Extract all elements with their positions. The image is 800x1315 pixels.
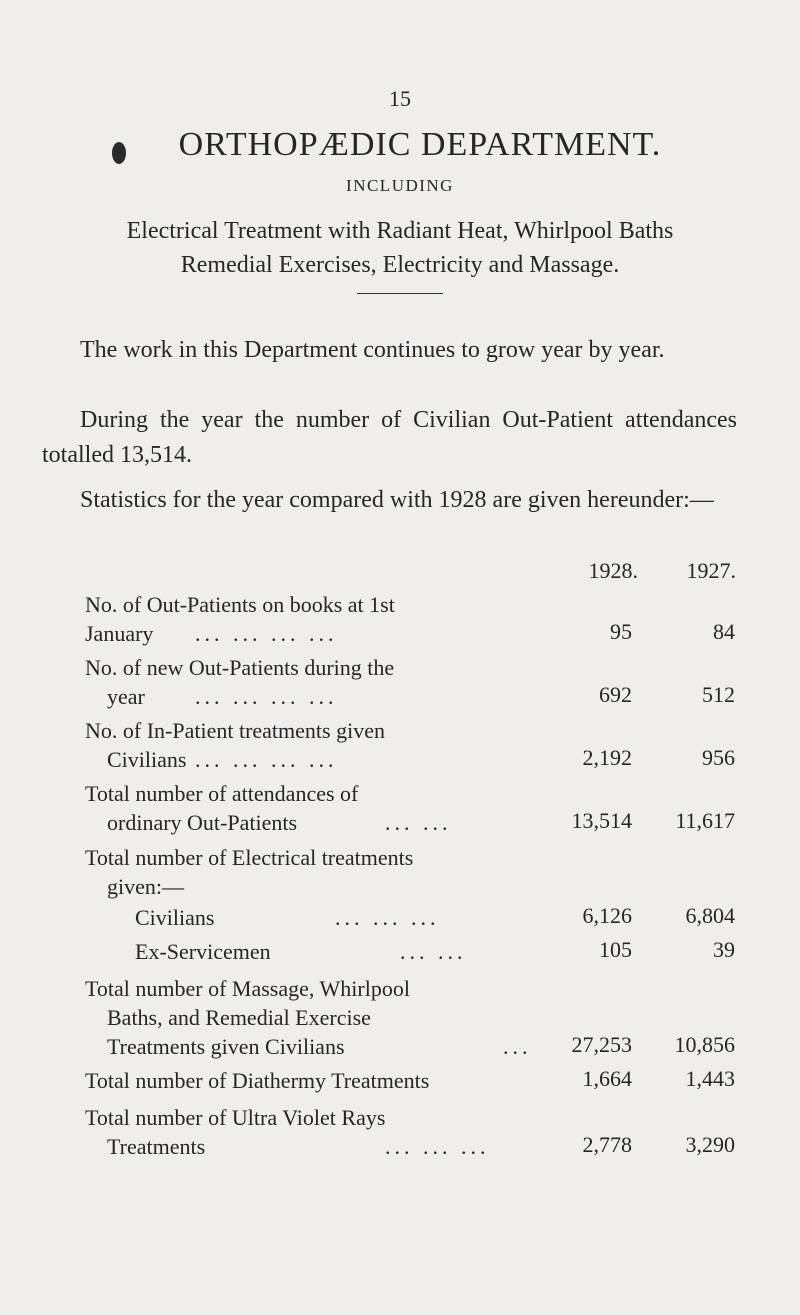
leader-dots: ... ... ... ... <box>195 684 338 709</box>
value-1927: 39 <box>713 937 735 962</box>
row-label: Total number of attendances of <box>85 781 359 806</box>
value-1927: 11,617 <box>675 808 735 833</box>
page-number: 15 <box>389 86 411 111</box>
column-header-1927: 1927. <box>686 558 736 583</box>
subtitle: INCLUDING <box>346 176 454 195</box>
leader-dots: ... <box>503 1034 532 1059</box>
value-1928: 2,192 <box>582 745 632 770</box>
value-1928: 692 <box>599 682 632 707</box>
row-label-cont: given:— <box>107 874 184 899</box>
value-1928: 27,253 <box>571 1032 632 1057</box>
paragraph-attendances: During the year the number of Civilian Out-Patient attendances totalled 13,514. <box>42 407 737 468</box>
row-label: Civilians <box>135 905 215 930</box>
value-1927: 3,290 <box>685 1132 735 1157</box>
row-label: Total number of Electrical treatments <box>85 845 414 870</box>
row-label-cont: Treatments given Civilians <box>107 1034 345 1059</box>
row-label-cont: Treatments <box>107 1134 206 1159</box>
value-1927: 84 <box>713 619 735 644</box>
row-label: No. of In-Patient treatments given <box>85 718 385 743</box>
row-label: Total number of Ultra Violet Rays <box>85 1105 386 1130</box>
value-1928: 95 <box>610 619 632 644</box>
value-1928: 2,778 <box>582 1132 632 1157</box>
row-label: No. of new Out-Patients during the <box>85 655 395 680</box>
value-1927: 6,804 <box>685 903 735 928</box>
row-label-cont: ordinary Out-Patients <box>107 810 298 835</box>
row-label-cont: January <box>85 621 154 646</box>
leader-dots: ... ... ... <box>335 905 440 930</box>
value-1928: 1,664 <box>582 1066 632 1091</box>
value-1928: 105 <box>599 937 632 962</box>
value-1927: 512 <box>702 682 735 707</box>
column-header-1928: 1928. <box>588 558 638 583</box>
paragraph-growth: The work in this Department continues to grow year by year. <box>80 337 665 363</box>
row-label: Total number of Diathermy Treatments <box>85 1068 430 1093</box>
value-1927: 10,856 <box>674 1032 735 1057</box>
paragraph-statistics-intro: Statistics for the year compared with 1928 are given hereunder:— <box>80 487 714 513</box>
value-1928: 13,514 <box>571 808 632 833</box>
leader-dots: ... ... <box>400 939 467 964</box>
row-label: Ex-Servicemen <box>135 939 271 964</box>
leader-dots: ... ... <box>385 810 452 835</box>
row-label-cont: Baths, and Remedial Exercise <box>107 1005 371 1030</box>
row-label-cont: year <box>107 684 145 709</box>
value-1928: 6,126 <box>582 903 632 928</box>
divider <box>357 293 443 294</box>
value-1927: 956 <box>702 745 735 770</box>
page-title: ORTHOPÆDIC DEPARTMENT. <box>178 126 662 163</box>
scope-line-2: Remedial Exercises, Electricity and Massage. <box>180 252 620 278</box>
leader-dots: ... ... ... <box>385 1134 490 1159</box>
row-label: No. of Out-Patients on books at 1st <box>85 592 395 617</box>
scope-description <box>0 214 800 282</box>
leader-dots: ... ... ... ... <box>195 621 338 646</box>
row-label-cont: Civilians <box>107 747 187 772</box>
scope-line-1: Electrical Treatment with Radiant Heat, Whirlpool Baths <box>126 218 674 244</box>
leader-dots: ... ... ... ... <box>195 747 338 772</box>
row-label: Total number of Massage, Whirlpool <box>85 976 410 1001</box>
value-1927: 1,443 <box>685 1066 735 1091</box>
